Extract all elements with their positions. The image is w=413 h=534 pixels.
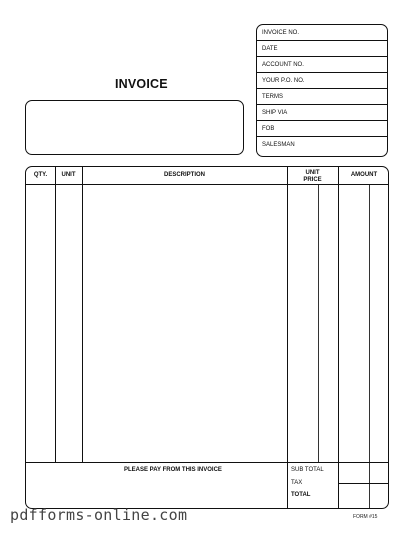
watermark: pdfforms-online.com [10,506,188,524]
salesman-field[interactable] [257,137,387,153]
pay-note: PLEASE PAY FROM THIS INVOICE [124,467,222,473]
qty-header: QTY. [26,167,55,185]
footer-divider [26,462,388,463]
form-number: FORM #15 [353,514,378,520]
total-label: TOTAL [291,492,311,498]
terms-label: TERMS [262,94,283,100]
po-no-label: YOUR P.O. NO. [262,78,305,84]
date-label: DATE [262,46,278,52]
subtotal-label: SUB TOTAL [291,467,324,473]
invoice-no-field[interactable] [257,25,387,41]
account-no-field[interactable] [257,57,387,73]
total-line [338,483,389,484]
ship-via-field[interactable] [257,105,387,121]
account-no-label: ACCOUNT NO. [262,62,304,68]
po-no-field[interactable] [257,73,387,89]
line-items-table [25,166,389,509]
invoice-title: INVOICE [115,77,168,91]
tax-label: TAX [291,480,303,486]
unit-column-divider [82,167,83,462]
salesman-label: SALESMAN [262,142,295,148]
unit-price-header: UNIT PRICE [287,167,338,185]
unit-price-cents-divider [318,185,319,462]
unit-price-column-divider [338,167,339,509]
date-field[interactable] [257,41,387,57]
invoice-no-label: INVOICE NO. [262,30,300,36]
amount-header: AMOUNT [338,167,389,185]
fob-label: FOB [262,126,275,132]
unit-header: UNIT [55,167,82,185]
terms-field[interactable] [257,89,387,105]
fob-field[interactable] [257,121,387,137]
qty-column-divider [55,167,56,462]
amount-cents-divider [369,185,370,509]
description-header: DESCRIPTION [82,167,287,185]
bill-to-box[interactable] [25,100,244,155]
ship-via-label: SHIP VIA [262,110,288,116]
description-column-divider [287,167,288,509]
invoice-info-box [256,24,388,157]
